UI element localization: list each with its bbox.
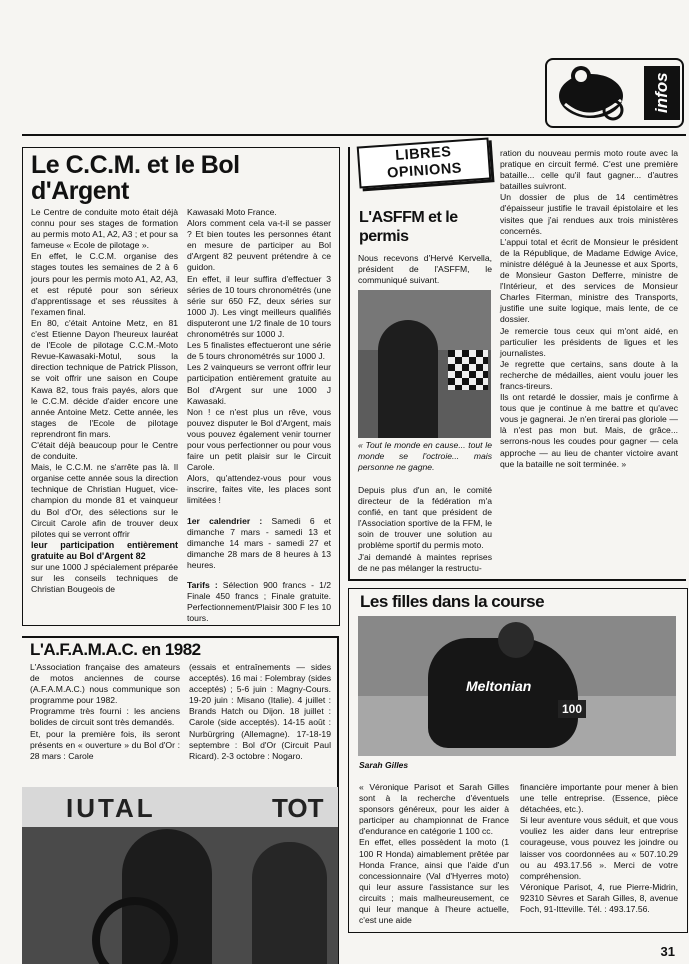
afamac-col-2-text: (essais et entraînements — sides acceptés). 16 mai : Folembray (sides acceptés) ; 5-6 juin : Magny-Cours. 19-20 juin : Misano (Italie). 4 juillet : Brands Hatch ou Dijon. 18 juillet : Carole (side acceptés). 14-15 août : Nurbürgring (Allemagne). 17-18-19 septembre : Bol d'Or (Circuit Paul Ricard). 2-3 octobre : Nogaro. <box>189 662 331 761</box>
asffm-left-rule <box>348 147 350 579</box>
afamac-photo-sign-left: IUTAL <box>66 793 156 823</box>
asffm-caption: « Tout le monde en cause... tout le monde se l'octroie... mais personne ne gagne. <box>358 440 492 473</box>
ccm-tarifs-text: Sélection 900 francs - 1/2 Finale 450 francs ; Finale gratuite. Perfectionnement/Plaisir 300 F les 10 tours. <box>187 580 332 624</box>
asffm-intro: Nous recevons d'Hervé Kervella, président de l'ASFFM, le communiqué suivant. <box>358 253 492 286</box>
filles-photo-helmet <box>498 622 534 658</box>
afamac-col-1 <box>30 662 180 762</box>
afamac-col-2 <box>189 662 331 762</box>
ccm-col-1 <box>31 207 178 595</box>
ccm-calendar <box>187 516 331 571</box>
ccm-title: Le C.C.M. et le Bol d'Argent <box>31 151 240 205</box>
header-rule <box>22 134 686 136</box>
asffm-col-2: ration du nouveau permis moto route avec la pratique en circuit fermé. C'est une première bataille... celle qu'il faut gagner... d'autres batailles suivront. Un dossier de plus de 14 centimètres d'épaisseur justifie le travail épistolaire et les visites que j'ai rendues aux trois ministères concernés. L'appui total et écrit de Monsieur le président de la République, de Madame Edwige Avice, ministre délégué à la Jeunesse et aux Sports, de Monsieur Gaston Defferre, ministre de l'Intérieur, et des services de Monsieur Charles Fiterman, ministre des Transports, justifie une suite logique, mais lente, de ce dossier. Je remercie tous ceux qui m'ont aidé, en particulier les présidents de ligues et les journalistes. Je regrette que certains, sans doute à la recherche de médailles, aient voulu jouer les francs-tireurs. Ils ont retardé le dossier, mais je confirme à tous que je continue à me battre et qu'avec vous je gagnerai. Je n'en tirerai pas gloriole — là n'est pas mon but. Mais, de grâce... serrons-nous les coudes pour gagner — cela approche — au lieu de chanter victoire avant que la bataille ne soit terminée. » <box>500 148 678 469</box>
afamac-photo <box>22 787 338 964</box>
motorcycle-rider-icon <box>551 60 641 126</box>
page-number: 31 <box>660 944 675 959</box>
ccm-col-1-tail: sur une 1000 J spécialement préparée sur les conseils techniques de Christian Bougeois de <box>31 562 178 595</box>
ccm-calendar-text: Samedi 6 et dimanche 7 mars - samedi 13 et dimanche 14 mars - samedi 27 et dimanche 28 mars de 8 heures à 13 heures. <box>187 515 331 570</box>
libres-opinions-text: LIBRES OPINIONS <box>386 144 463 182</box>
asffm-col-1: Depuis plus d'un an, le comité directeur de la fédération m'a confié, en tant que président de l'Association sportive de la FFM, le soin de trouver une solution au problème sportif du permis moto. J'ai demandé à maintes reprises de ne pas mélanger la restructu- <box>358 485 492 573</box>
asffm-title: L'ASFFM et le permis <box>359 209 458 245</box>
ccm-tarifs <box>187 580 331 624</box>
afamac-col-1-text: L'Association française des amateurs de motos anciennes de course (A.F.A.M.A.C.) nous communique son programme pour 1982. Programme très fourni : les anciens bolides de circuit sont très demandés. Et, pour la première fois, ils seront présents en « ouverture » du Bol d'Or : 28 mars : Carole <box>30 662 180 761</box>
ccm-tarifs-label: Tarifs : <box>187 580 218 590</box>
filles-title: Les filles dans la course <box>360 592 545 611</box>
ccm-col-1-bold: leur participation entièrement gratuite au Bol d'Argent 82 <box>31 539 178 561</box>
infos-logo-text: infos <box>644 66 680 120</box>
asffm-photo-speaker <box>378 320 438 438</box>
filles-col-2: financière importante pour mener à bien une telle entreprise. (Essence, pièce détachées, etc.). Si leur aventure vous séduit, et que vous vouliez les aider dans leur entreprise courageuse, vous pouvez les joindre ou laisser vos coordonnées au « 507.10.29 ou au 493.17.56 ». Merci de votre compréhension. Véronique Parisot, 4, rue Pierre-Midrin, 92310 Sèvres et Sarah Gilles, 8, avenue Foch, 91-Itteville. Tél. : 493.17.56. <box>520 782 678 915</box>
afamac-photo-mechanic <box>252 842 327 964</box>
ccm-calendar-label: 1er calendrier : <box>187 515 263 526</box>
ccm-col-2 <box>187 207 331 624</box>
libres-opinions-banner <box>357 137 492 188</box>
filles-photo-number: 100 <box>558 700 586 718</box>
filles-photo <box>358 616 676 756</box>
afamac-photo-sign-right: TOT <box>272 793 324 823</box>
ccm-col-1-text: Le Centre de conduite moto était déjà connu pour ses stages de formation au permis moto A1, A2, A3 ; et pour sa fameuse « Ecole de pilotage ». En effet, le C.C.M. organise des stages toutes les semaines de 2 à 6 jours pour les permis moto A1, A2, A3, et est réputé pour son sérieux d'apprentissage et ses réussites à l'examen final. En 80, c'était Antoine Metz, en 81 c'est Etienne Dayon l'heureux lauréat de l'Ecole de pilotage C.C.M.-Moto Revue-Kawasaki-Motul, sous la direction technique de Patrick Plisson, se voit offrir une saison en Coupe Kawa 82, tous frais payés, alors que le C.C.M. décide d'aider encore une année Antoine Metz. Cette année, les stages de l'Ecole de pilotage reprendront fin mars. C'était déjà beaucoup pour le Centre de conduite. Mais, le C.C.M. ne s'arrête pas là. Il organise cette année sous la direction technique de Christian Huguet, vice-champion du monde 81 et vainqueur du Bol d'Or, des sélections sur le Circuit Carole afin de trouver deux pilotes qui se verront offrir <box>31 207 178 539</box>
filles-photo-brand: Meltonian <box>466 678 532 694</box>
asffm-photo-flag <box>448 350 488 390</box>
ccm-col-2-text: Kawasaki Moto France. Alors comment cela va-t-il se passer ? Et bien toutes les personnes étant en mesure de participer au Bol d'Argent 82 peuvent prétendre à ce guidon. En effet, il leur suffira d'effectuer 3 séries de 10 tours chronométrés (une série sur 650 FZ, deux séries sur 1000 J). Les vingt meilleurs qualifiés disputeront une 1/2 finale de 10 tours chronométrés sur 1000 J. Les 5 finalistes effectueront une série de 5 tours chronométrés sur 1000 J. Les 2 vainqueurs se verront offrir leur participation entièrement gratuite au Bol d'Argent sur une 1000 J Kawasaki. Non ! ce n'est plus un rêve, vous pouvez disputer le Bol d'Argent, mais vous pouvez également venir tourner pour vous perfectionner ou pour vous faire un petit plaisir sur le Circuit Carole. Alors, qu'attendez-vous pour vous inscrire, faites vite, les places sont limitées ! <box>187 207 331 506</box>
afamac-title: L'A.F.A.M.A.C. en 1982 <box>30 640 201 659</box>
filles-photo-caption: Sarah Gilles <box>359 760 409 770</box>
infos-logo <box>545 58 684 128</box>
afamac-top-rule <box>22 636 338 638</box>
asffm-photo <box>358 290 491 438</box>
asffm-bottom-rule <box>348 579 686 581</box>
filles-col-1: « Véronique Parisot et Sarah Gilles sont à la recherche d'éventuels sponsors généreux, pour les aider à participer au championnat de France d'endurance en catégorie 1 100 cc. En effet, elles possèdent la moto (1 100 R Honda) aimablement prêtée par Honda France, ainsi que l'aide d'un concessionnaire (Val d'Hyerres moto) qui leur assure l'assistance sur les circuits ; mais malheureusement, ce qui leur manque à l'heure actuelle, c'est une aide <box>359 782 509 926</box>
